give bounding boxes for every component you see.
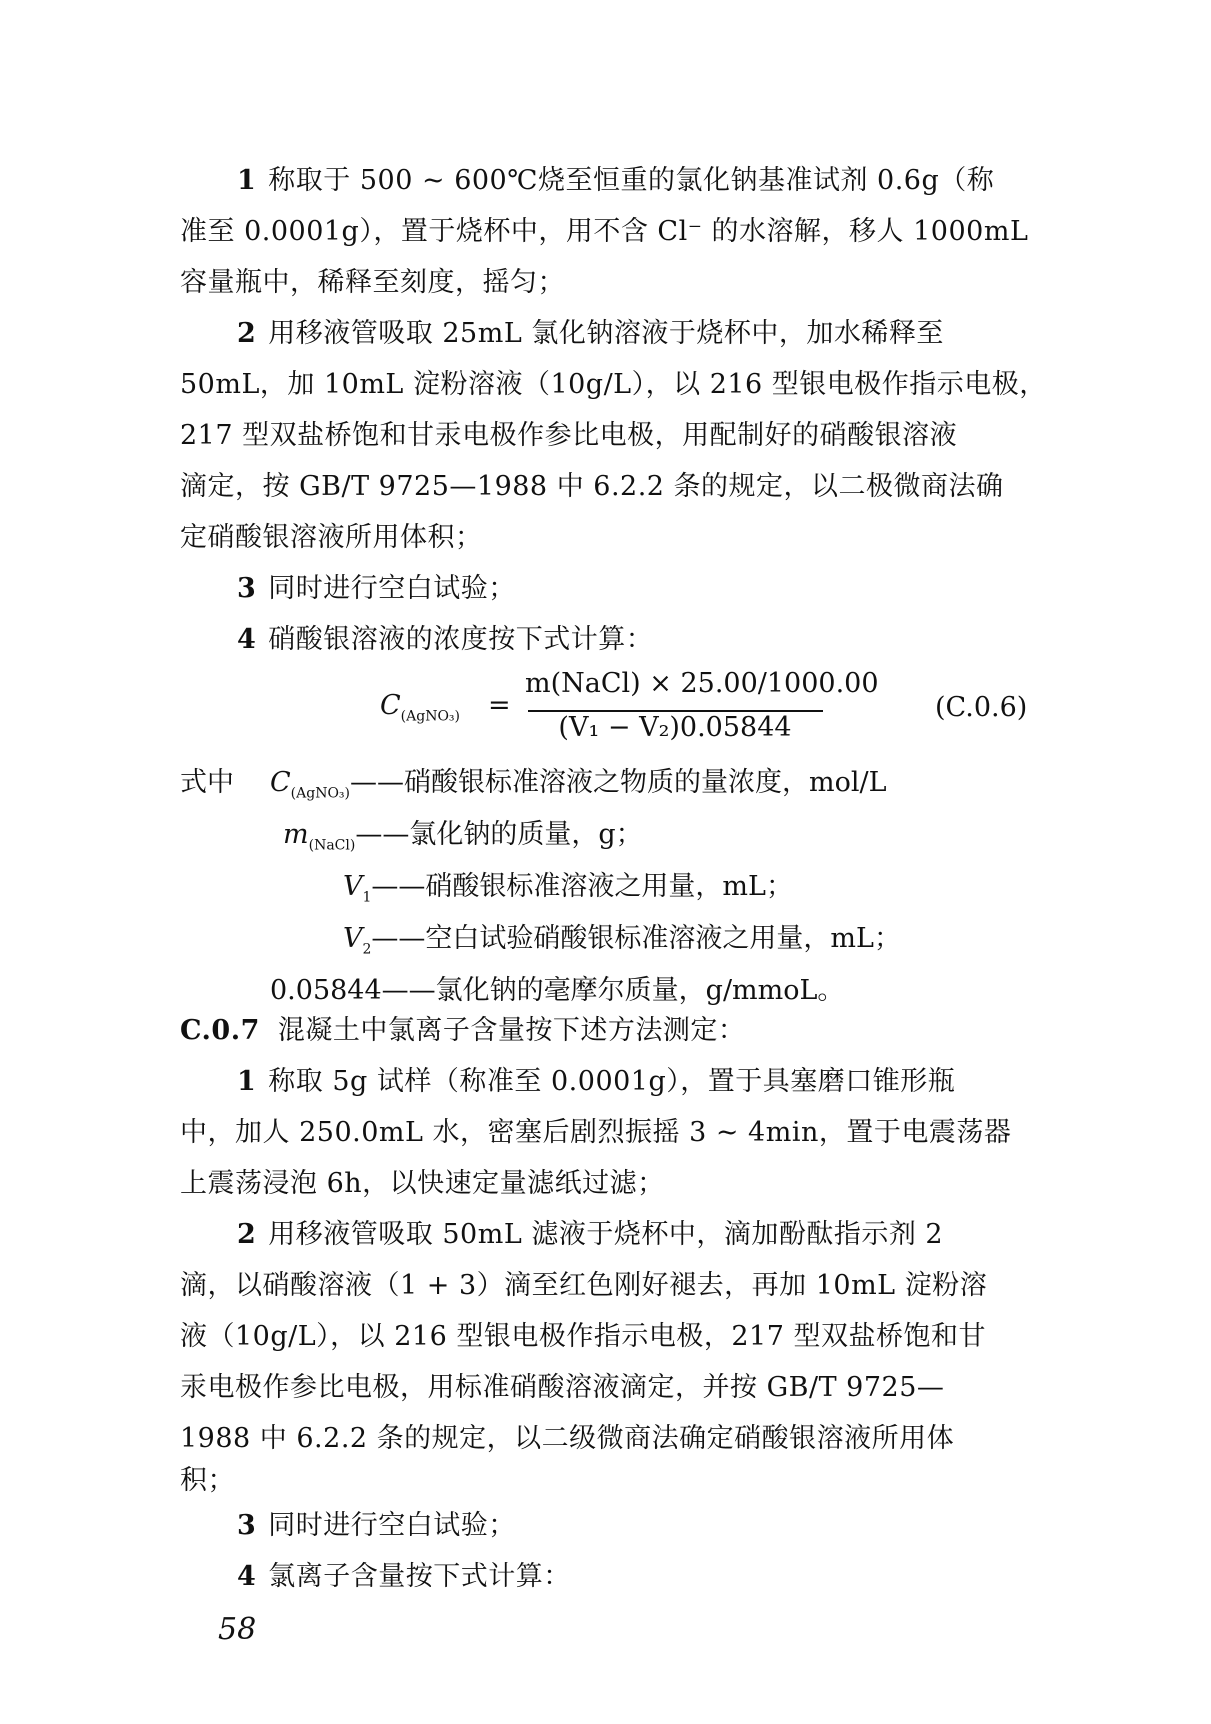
- step-1-line-3: 上震荡浸泡 6h，以快速定量滤纸过滤；: [180, 1168, 665, 1199]
- section-c-0-7: C.0.7 混凝土中氯离子含量按下述方法测定：: [180, 1015, 746, 1046]
- definition-c-agno3: $C_{(AgNO_3)}——$硝酸银标准溶液之物质的量浓度，mol/L: [270, 767, 887, 802]
- step-4: 4 氯离子含量按下式计算：: [237, 1561, 571, 1592]
- section-number: C.0.7: [180, 1015, 260, 1046]
- paragraph-2-line-1: 2 用移液管吸取 25mL 氯化钠溶液于烧杯中，加水稀释至: [237, 318, 944, 349]
- item-number: 3: [237, 1510, 257, 1541]
- paragraph-2-line-5: 定硝酸银溶液所用体积；: [180, 522, 483, 553]
- paragraph-2-line-4: 滴定，按 GB/T 9725—1988 中 6.2.2 条的规定，以二极微商法确: [180, 471, 1004, 502]
- step-2-line-5: 1988 中 6.2.2 条的规定，以二级微商法确定硝酸银溶液所用体: [180, 1423, 955, 1454]
- paragraph-4: 4 硝酸银溶液的浓度按下式计算：: [237, 624, 654, 655]
- paragraph-2-line-2: 50mL，加 10mL 淀粉溶液（10g/L），以 216 型银电极作指示电极，: [180, 369, 1047, 400]
- step-2-line-3: 液（10g/L），以 216 型银电极作指示电极，217 型双盐桥饱和甘: [180, 1321, 986, 1352]
- paragraph-3: 3 同时进行空白试验；: [237, 573, 516, 604]
- item-number: 4: [237, 1561, 257, 1592]
- paragraph-1-line-3: 容量瓶中，稀释至刻度，摇匀；: [180, 267, 565, 298]
- formula-label: (C.0.6): [935, 692, 1028, 723]
- definition-molar-mass: 0.05844——氯化钠的毫摩尔质量，g/mmoL。: [270, 975, 845, 1006]
- step-1-line-1: 1 称取 5g 试样（称准至 0.0001g），置于具塞磨口锥形瓶: [237, 1066, 956, 1097]
- formula-lhs: $C_{(AgNO_3)}$: [380, 690, 461, 725]
- step-2-line-4: 汞电极作参比电极，用标准硝酸溶液滴定，并按 GB/T 9725—: [180, 1372, 945, 1403]
- step-2-line-2: 滴，以硝酸溶液（1 + 3）滴至红色刚好褪去，再加 10mL 淀粉溶: [180, 1270, 988, 1301]
- formula-numerator: m(NaCl) × 25.00/1000.00: [525, 668, 879, 699]
- paragraph-2-line-3: 217 型双盐桥饱和甘汞电极作参比电极，用配制好的硝酸银溶液: [180, 420, 958, 451]
- item-number: 2: [237, 1219, 257, 1250]
- item-number: 1: [237, 1066, 257, 1097]
- step-3: 3 同时进行空白试验；: [237, 1510, 516, 1541]
- step-1-line-2: 中，加人 250.0mL 水，密塞后剧烈振摇 3 ~ 4min，置于电震荡器: [180, 1117, 1012, 1148]
- definition-v1: $V_1——$硝酸银标准溶液之用量，mL；: [343, 871, 793, 906]
- definitions-intro: 式中: [180, 767, 234, 798]
- formula-equals: =: [488, 690, 511, 721]
- definition-v2: $V_2——$空白试验硝酸银标准溶液之用量，mL；: [343, 923, 901, 958]
- definition-m-nacl: $m_{(NaCl)}——$氯化钠的质量，g；: [283, 819, 643, 854]
- formula-denominator: (V₁ − V₂)0.05844: [558, 712, 792, 743]
- item-number: 3: [237, 573, 257, 604]
- paragraph-1-line-2: 准至 0.0001g），置于烧杯中，用不含 Cl⁻ 的水溶解，移人 1000mL: [180, 216, 1029, 247]
- formula-c-0-6: [380, 668, 879, 758]
- item-number: 2: [237, 318, 257, 349]
- step-2-line-6: 积；: [180, 1465, 235, 1496]
- item-number: 1: [237, 165, 257, 196]
- page-number: 58: [218, 1612, 257, 1647]
- step-2-line-1: 2 用移液管吸取 50mL 滤液于烧杯中，滴加酚酞指示剂 2: [237, 1219, 944, 1250]
- paragraph-1-line-1: 1 称取于 500 ~ 600℃烧至恒重的氯化钠基准试剂 0.6g（称: [237, 165, 995, 196]
- item-number: 4: [237, 624, 257, 655]
